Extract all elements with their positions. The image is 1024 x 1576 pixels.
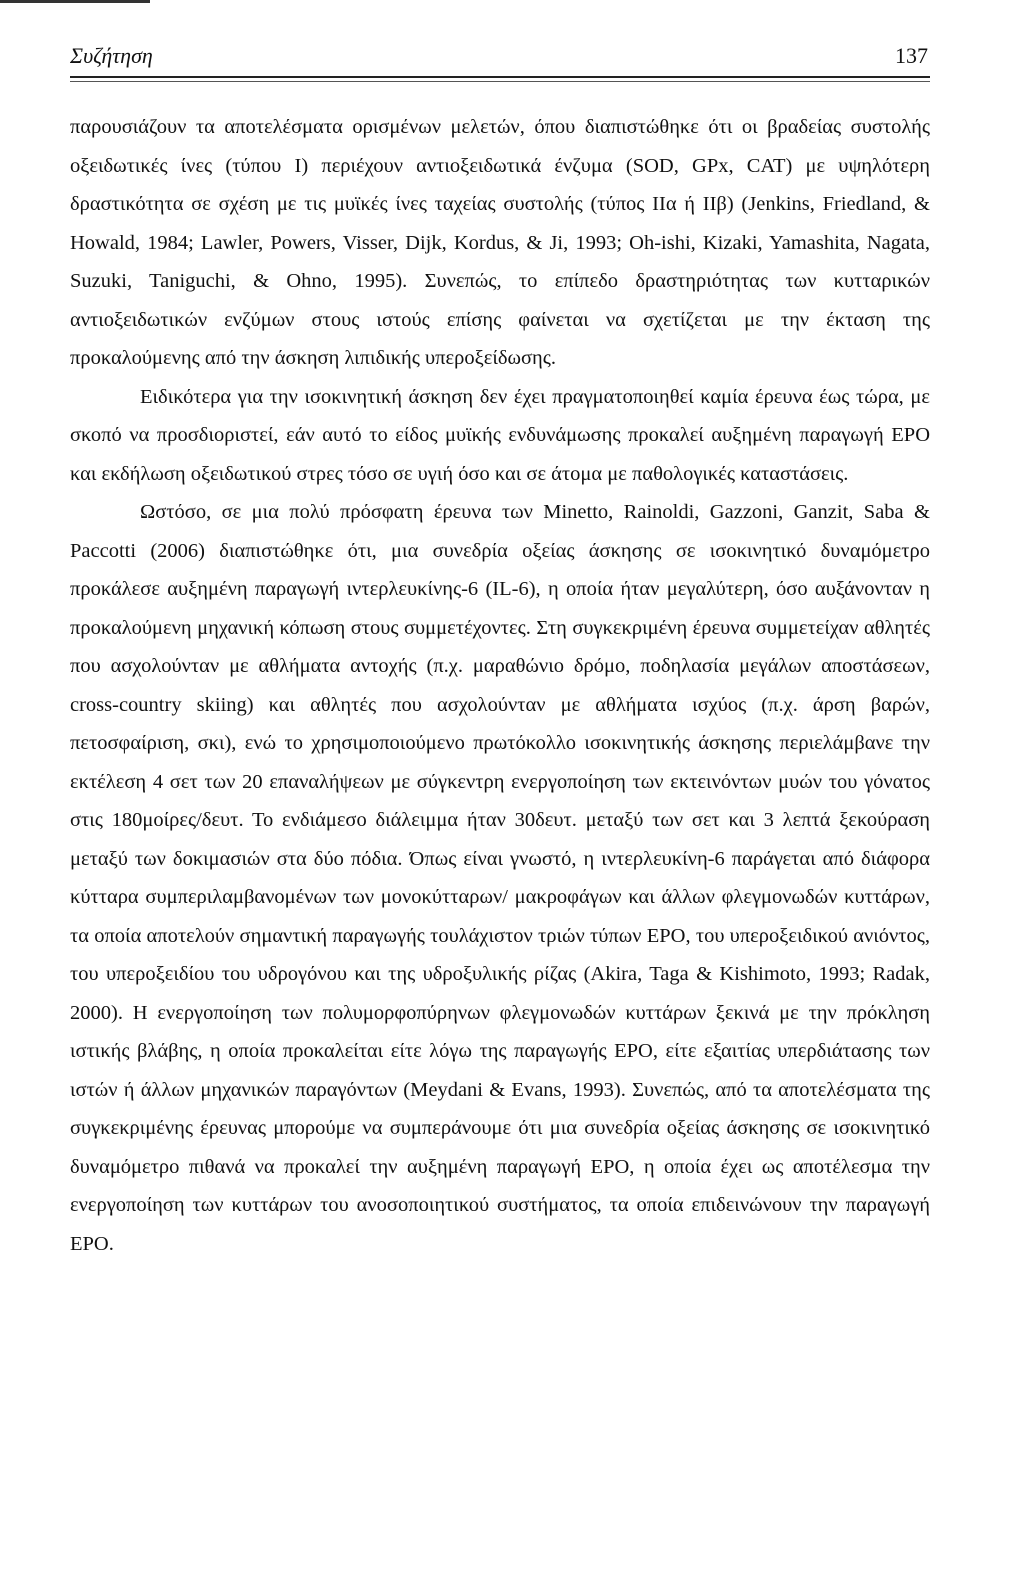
page-number: 137 [895,43,928,68]
page-top-edge [0,0,150,3]
body-text [70,108,930,1263]
paragraph: Ωστόσο, σε μια πολύ πρόσφατη έρευνα των Minetto, Rainoldi, Gazzoni, Ganzit, Saba & Paccotti (2006) διαπιστώθηκε ότι, μια συνεδρία οξείας άσκησης σε ισοκινητικό δυναμόμετρο προκάλεσε αυξημένη παραγωγή ιντερλευκίνης-6 (IL-6), η οποία ήταν μεγαλύτερη, όσο αυξάνονταν η προκαλούμενη μηχανική κόπωση στους συμμετέχοντες. Στη συγκεκριμένη έρευνα συμμετείχαν αθλητές που ασχολούνταν με αθλήματα αντοχής (π.χ. μαραθώνιο δρόμο, ποδηλασία μεγάλων αποστάσεων, cross-country skiing) και αθλητές που ασχολούνταν με αθλήματα ισχύος (π.χ. άρση βαρών, πετοσφαίριση, σκι), ενώ το χρησιμοποιούμενο πρωτόκολλο ισοκινητικής άσκησης περιελάμβανε την εκτέλεση 4 σετ των 20 επαναλήψεων με σύγκεντρη ενεργοποίηση των εκτεινόντων μυών του γόνατος στις 180μοίρες/δευτ. Το ενδιάμεσο διάλειμμα ήταν 30δευτ. μεταξύ των σετ και 3 λεπτά ξεκούραση μεταξύ των δοκιμασιών στα δύο πόδια. Όπως είναι γνωστό, η ιντερλευκίνη-6 παράγεται από διάφορα κύτταρα συμπεριλαμβανομένων των μονοκύτταρων/ μακροφάγων και άλλων φλεγμονωδών κυττάρων, τα οποία αποτελούν σημαντική παραγωγής τουλάχιστον τριών τύπων ΕΡΟ, του υπεροξειδικού ανιόντος, του υπεροξειδίου του υδρογόνου και της υδροξυλικής ρίζας (Akira, Taga & Kishimoto, 1993; Radak, 2000). Η ενεργοποίηση των πολυμορφοπύρηνων φλεγμονωδών κυττάρων ξεκινά με την πρόκληση ιστικής βλάβης, η οποία προκαλείται είτε λόγω της παραγωγής ΕΡΟ, είτε εξαιτίας υπερδιάτασης των ιστών ή άλλων μηχανικών παραγόντων (Meydani & Evans, 1993). Συνεπώς, από τα αποτελέσματα της συγκεκριμένης έρευνας μπορούμε να συμπεράνουμε ότι μια συνεδρία οξείας άσκησης σε ισοκινητικό δυναμόμετρο πιθανά να προκαλεί την αυξημένη παραγωγή ΕΡΟ, η οποία έχει ως αποτέλεσμα την ενεργοποίηση των κυττάρων του ανοσοποιητικού συστήματος, τα οποία επιδεινώνουν την παραγωγή ΕΡΟ. [70,501,930,1255]
header-rule-thin [70,81,930,82]
header-rule [70,76,930,78]
running-head: Συζήτηση [70,43,153,68]
paragraph: παρουσιάζουν τα αποτελέσματα ορισμένων μελετών, όπου διαπιστώθηκε ότι οι βραδείας συστολής οξειδωτικές ίνες (τύπου I) περιέχουν αντιοξειδωτικά ένζυμα (SOD, GPx, CAT) με υψηλότερη δραστικότητα σε σχέση με τις μυϊκές ίνες ταχείας συστολής (τύπος IIα ή IIβ) (Jenkins, Friedland, & Howald, 1984; Lawler, Powers, Visser, Dijk, Kordus, & Ji, 1993; Oh-ishi, Kizaki, Yamashita, Nagata, Suzuki, Taniguchi, & Ohno, 1995). Συνεπώς, το επίπεδο δραστηριότητας των κυτταρικών αντιοξειδωτικών ενζύμων στους ιστούς επίσης φαίνεται να σχετίζεται με την έκταση της προκαλούμενης από την άσκηση λιπιδικής υπεροξείδωσης. [70,116,930,369]
paragraph: Ειδικότερα για την ισοκινητική άσκηση δεν έχει πραγματοποιηθεί καμία έρευνα έως τώρα, με σκοπό να προσδιοριστεί, εάν αυτό το είδος μυϊκής ενδυνάμωσης προκαλεί αυξημένη παραγωγή ΕΡΟ και εκδήλωση οξειδωτικού στρες τόσο σε υγιή όσο και σε άτομα με παθολογικές καταστάσεις. [70,385,930,485]
